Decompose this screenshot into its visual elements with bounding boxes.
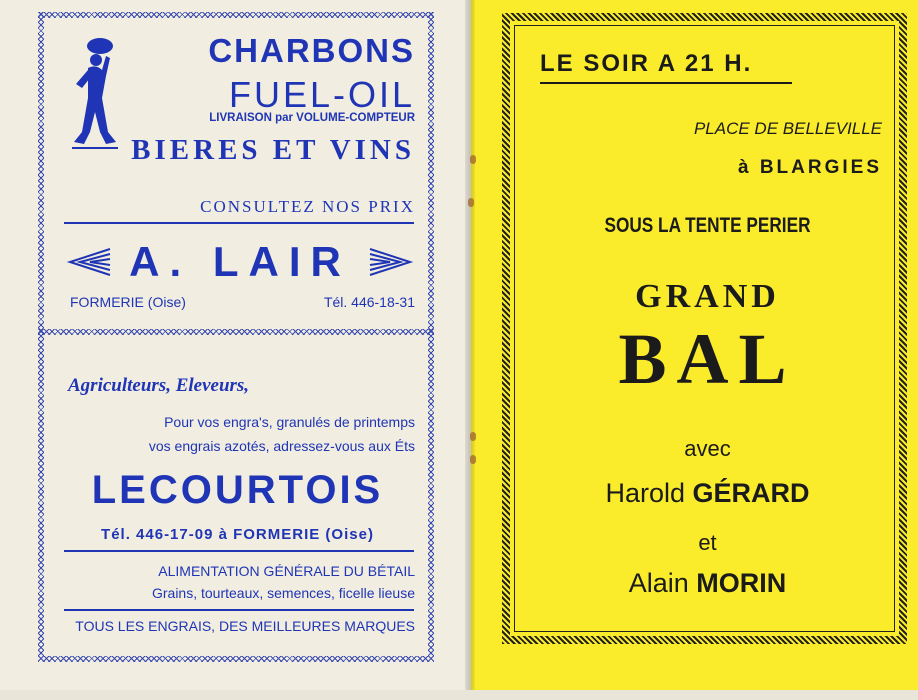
et-text: et: [698, 530, 717, 555]
event-town: à BLARGIES: [737, 157, 882, 178]
page-spine: [465, 0, 475, 690]
right-arrow-ornament-icon: [368, 247, 414, 277]
delivery-line: LIVRAISON par VOLUME-COMPTEUR: [209, 112, 415, 124]
company-name-lair: A. LAIR: [129, 238, 351, 285]
coal-carrier-figure-icon: [62, 36, 122, 152]
fuel-oil-heading: FUEL-OIL: [228, 74, 415, 115]
artist-2-first-name: Alain: [628, 568, 689, 598]
left-border-left: [38, 12, 44, 662]
event-place: PLACE DE BELLEVILLE: [693, 119, 882, 138]
event-tent: SOUS LA TENTE PERIER: [604, 214, 811, 237]
drinks-heading: BIERES ET VINS: [131, 134, 415, 166]
fertilizer-line-1: Pour vos engra's, granulés de printemps: [164, 414, 415, 430]
bal-heading: BAL: [618, 319, 797, 399]
event-time: LE SOIR A 21 H.: [540, 50, 753, 77]
company-name-lecourtois: LECOURTOIS: [91, 468, 384, 512]
grand-heading: GRAND: [635, 278, 780, 315]
artist-2-last-name: MORIN: [696, 568, 787, 598]
left-border-divider: [38, 329, 434, 335]
left-border-bottom: [38, 656, 434, 662]
avec-text: avec: [684, 436, 731, 461]
stain-mark: [470, 455, 476, 464]
charbons-title: CHARBONS: [208, 32, 415, 69]
livestock-feed-line: ALIMENTATION GÉNÉRALE DU BÉTAIL: [158, 563, 415, 579]
products-line: Grains, tourteaux, semences, ficelle lieuse: [151, 585, 415, 601]
left-arrow-ornament-icon: [66, 247, 112, 277]
divider-rule: [64, 609, 414, 611]
phone-lecourtois: Tél. 446-17-09 à FORMERIE (Oise): [101, 526, 374, 543]
consult-prices: CONSULTEZ NOS PRIX: [200, 197, 415, 216]
footer-line: TOUS LES ENGRAIS, DES MEILLEURES MARQUES: [75, 618, 415, 634]
audience-heading: Agriculteurs, Eleveurs,: [68, 375, 250, 396]
left-border-right: [428, 12, 434, 662]
divider-rule: [64, 550, 414, 552]
artist-1-first-name: Harold: [605, 478, 685, 508]
artist-1-last-name: GÉRARD: [692, 478, 810, 508]
stain-mark: [468, 198, 474, 207]
left-border-top: [38, 12, 434, 18]
phone-lair: Tél. 446-18-31: [323, 294, 415, 310]
stain-mark: [470, 432, 476, 441]
artist-1: [520, 478, 895, 509]
divider-rule: [64, 222, 414, 224]
time-underline: [540, 82, 792, 84]
artist-2: [520, 568, 895, 599]
town-formerie: FORMERIE (Oise): [70, 294, 186, 310]
stain-mark: [470, 155, 476, 164]
fertilizer-line-2: vos engrais azotés, adressez-vous aux Éts: [148, 438, 415, 454]
